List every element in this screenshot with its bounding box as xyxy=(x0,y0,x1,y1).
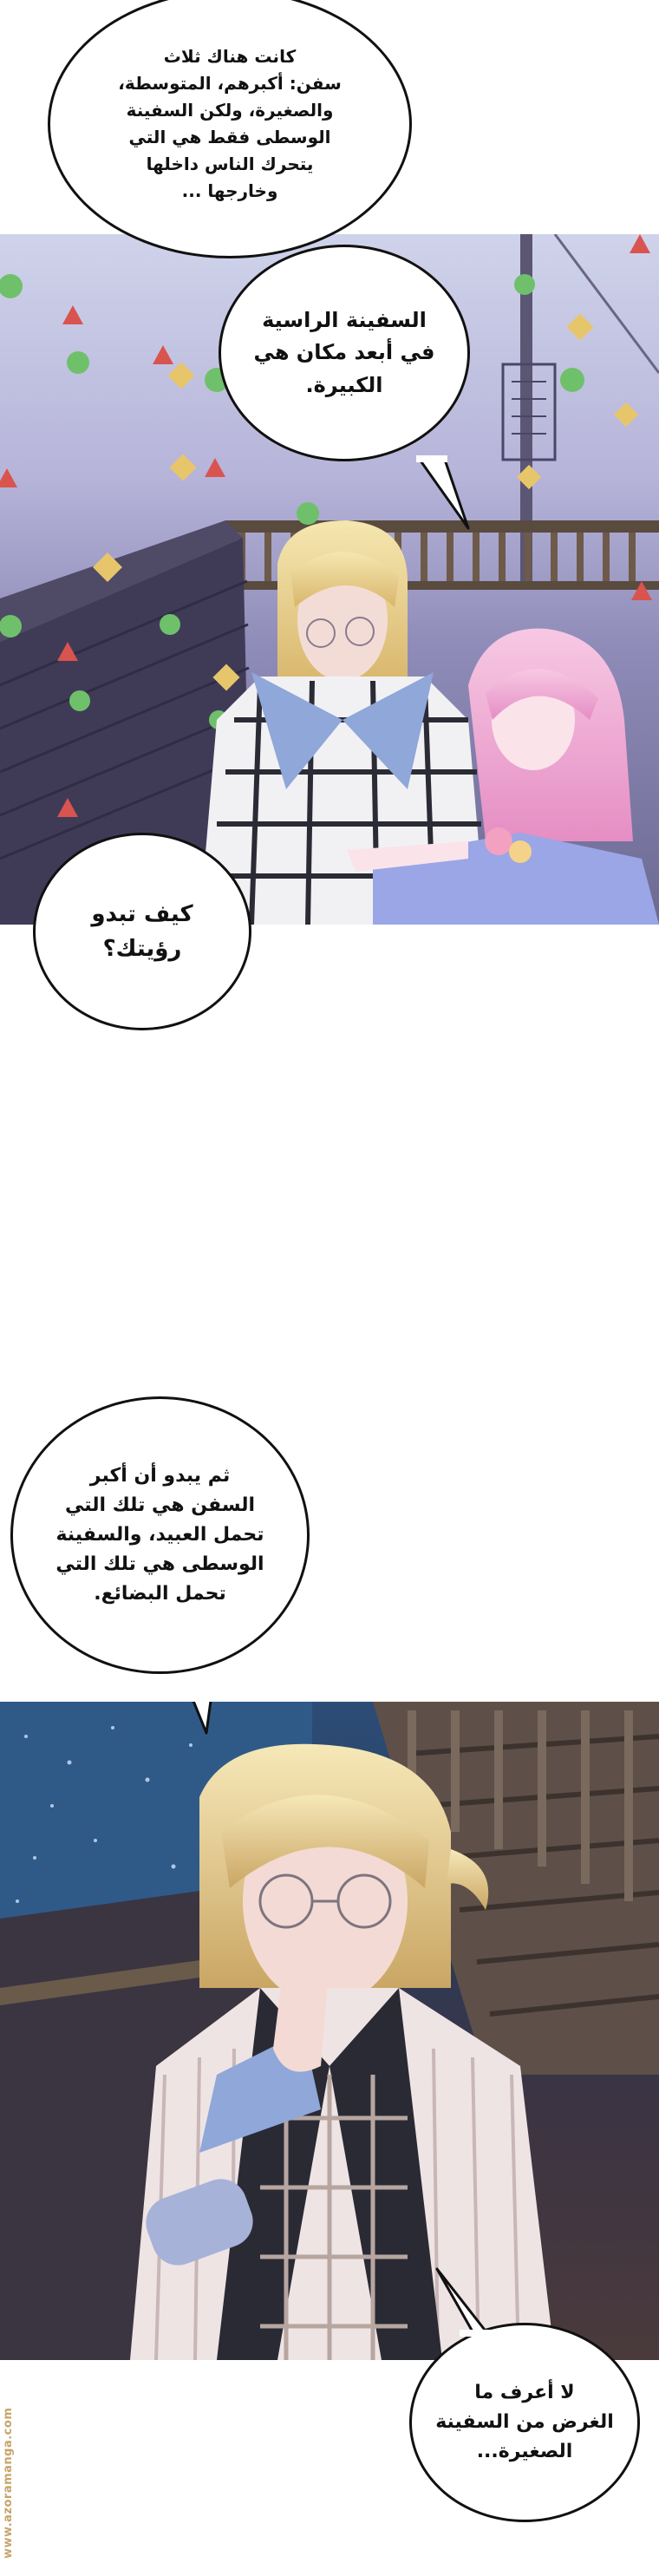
speech-bubble-text: لا أعرف ما الغرض من السفينة الصغيرة... xyxy=(435,2381,614,2463)
site-watermark: www.azoramanga.com xyxy=(2,2407,15,2559)
speech-bubble-question xyxy=(33,833,251,1030)
bubble-2-tail xyxy=(414,455,475,533)
speech-bubble-small-ship xyxy=(409,2323,640,2522)
speech-bubble-slaves-goods xyxy=(10,1396,310,1674)
speech-bubble-text: ثم يبدو أن أكبر السفن هي تلك التي تحمل العبيد، والسفينة الوسطى هي تلك التي تحمل البضائع. xyxy=(55,1464,264,1605)
speech-bubble-text: السفينة الراسية في أبعد مكان هي الكبيرة. xyxy=(253,308,435,397)
panel-2-artwork xyxy=(0,1702,659,2360)
speech-bubble-largest-ship xyxy=(219,245,470,461)
speech-bubble-three-ships xyxy=(48,0,412,258)
bubble-4-tail xyxy=(172,1702,232,1736)
speech-bubble-text: كيف تبدو رؤيتك؟ xyxy=(91,900,193,962)
bubble-5-tail xyxy=(434,2267,494,2337)
speech-bubble-text: كانت هناك ثلاث سفن: أكبرهم، المتوسطة، والصغيرة، ولكن السفينة الوسطى فقط هي التي يتحرك الناس داخلها وخارجها ... xyxy=(118,46,342,201)
manga-panel-thinking xyxy=(0,1702,659,2360)
